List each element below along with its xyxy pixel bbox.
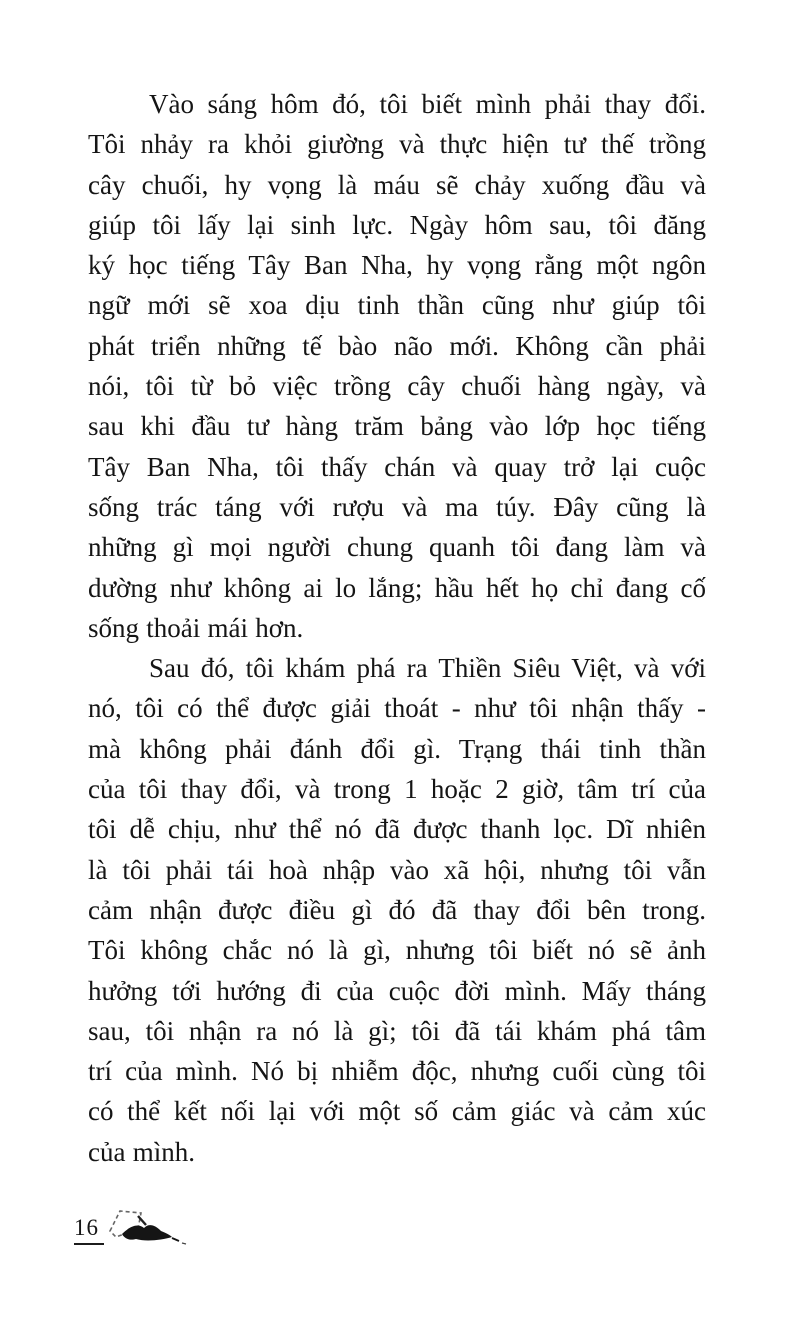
text-line: trí của mình. Nó bị nhiễm độc, nhưng cuối cùng tôi	[88, 1056, 706, 1087]
text-line: cảm nhận được điều gì đó đã thay đổi bên trong.	[88, 894, 706, 925]
text-line: sau khi đầu tư hàng trăm bảng vào lớp học tiếng	[88, 411, 706, 442]
text-line: phát triển những tế bào não mới. Không cần phải	[88, 330, 706, 361]
text-line: sống trác táng với rượu và ma túy. Đây cũng là	[88, 491, 706, 522]
text-line: của tôi thay đổi, và trong 1 hoặc 2 giờ, tâm trí của	[88, 774, 706, 805]
paragraph	[88, 648, 706, 1172]
text-line: Tây Ban Nha, tôi thấy chán và quay trở lại cuộc	[88, 451, 706, 482]
text-line: là tôi phải tái hoà nhập vào xã hội, nhưng tôi vẫn	[88, 854, 706, 885]
text-line: sau, tôi nhận ra nó là gì; tôi đã tái khám phá tâm	[88, 1015, 706, 1046]
text-line: những gì mọi người chung quanh tôi đang làm và	[88, 532, 706, 563]
text-line: sống thoải mái hơn.	[88, 612, 304, 643]
page-footer	[72, 1204, 212, 1252]
text-line: ký học tiếng Tây Ban Nha, hy vọng rằng một ngôn	[88, 250, 706, 281]
page-text	[88, 84, 706, 1172]
text-line: Tôi không chắc nó là gì, nhưng tôi biết nó sẽ ảnh	[88, 935, 706, 966]
text-line: tôi dễ chịu, như thể nó đã được thanh lọc. Dĩ nhiên	[88, 814, 706, 845]
text-line: Vào sáng hôm đó, tôi biết mình phải thay đổi.	[149, 89, 706, 119]
hand-drawn-sketch-ornament-icon	[98, 1204, 194, 1250]
text-line: có thể kết nối lại với một số cảm giác và cảm xúc	[88, 1096, 706, 1127]
text-line: nó, tôi có thể được giải thoát - như tôi nhận thấy -	[88, 693, 706, 724]
text-line: cây chuối, hy vọng là máu sẽ chảy xuống đầu và	[88, 169, 706, 200]
text-line: hưởng tới hướng đi của cuộc đời mình. Mấy tháng	[88, 975, 706, 1006]
text-line: dường như không ai lo lắng; hầu hết họ chỉ đang cố	[88, 572, 706, 603]
text-line: giúp tôi lấy lại sinh lực. Ngày hôm sau, tôi đăng	[88, 209, 706, 240]
text-line: Sau đó, tôi khám phá ra Thiền Siêu Việt, và với	[149, 653, 706, 684]
text-line: ngữ mới sẽ xoa dịu tinh thần cũng như giúp tôi	[88, 290, 706, 321]
text-line: Tôi nhảy ra khỏi giường và thực hiện tư thế trồng	[88, 129, 706, 160]
page-number: 16	[74, 1216, 104, 1245]
text-line: nói, tôi từ bỏ việc trồng cây chuối hàng ngày, và	[88, 371, 706, 402]
text-line: mà không phải đánh đổi gì. Trạng thái tinh thần	[88, 733, 706, 764]
paragraph	[88, 84, 706, 648]
text-line: của mình.	[88, 1136, 195, 1167]
